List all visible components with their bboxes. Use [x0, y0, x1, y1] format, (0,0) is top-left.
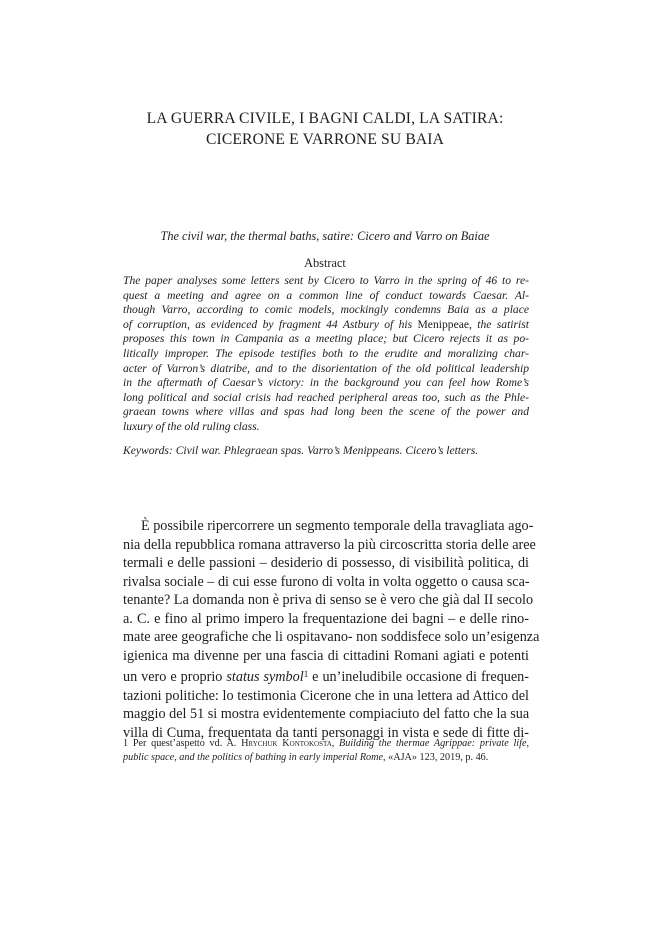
body-line: termali e delle passioni – desiderio di possesso, di visibilità politica, di	[123, 555, 529, 571]
abstract-line: quest a meeting and agree on a common line of conduct towards Caesar. Al-	[123, 288, 529, 302]
footnote-citation: , «AJA» 123, 2019, p. 46.	[383, 752, 489, 763]
body-line-text: e un’ineludibile occasione di frequen-	[312, 669, 530, 685]
abstract-line: acter of Varron’s diatribe, and to the disorientation of the old political leadership	[123, 361, 529, 375]
body-line: rivalsa sociale – di cui esse furono di volta in volta oggetto o causa sca-	[123, 573, 530, 590]
body-line: nia della repubblica romana attraverso la più circoscritta storia delle aree	[123, 536, 536, 553]
footnote-line: 1 Per quest’aspetto vd. A. Hrychuk Kontokosta, Building the thermae Agrippae: private life,	[123, 738, 530, 749]
footnote-author: Hrychuk Kontokosta	[241, 738, 332, 749]
body-paragraph	[123, 517, 540, 742]
abstract-line: litically improper. The episode testifies both to the erudite and moralizing char-	[123, 346, 529, 360]
article-title-line-2: CICERONE E VARRONE SU BAIA	[205, 131, 445, 148]
abstract-line: proposes this town in Campania as a meeting place; but Cicero rejects it as po-	[123, 332, 529, 346]
body-line-text: un vero e proprio	[123, 669, 223, 685]
abstract-line: long political and social crisis had reached peripheral areas too, such as the Phle-	[123, 390, 529, 404]
abstract-text	[123, 274, 529, 435]
footnote-work-title-cont: public space, and the politics of bathing in early imperial Rome	[123, 752, 384, 763]
abstract-line: though Varro, according to comic models, mockingly condemns Baia as a place	[123, 303, 529, 317]
body-line	[123, 665, 529, 687]
english-title: The civil war, the thermal baths, satire: Cicero and Varro on Baiae	[160, 229, 490, 243]
menippeae-title: Menippeae,	[417, 317, 472, 331]
footnote-work-title: Building the thermae Agrippae: private life,	[339, 738, 530, 749]
abstract-line: graean towns where villas and spas had long been the scene of the power and	[123, 405, 529, 419]
footnote-text: Per quest’aspetto vd. A.	[132, 738, 237, 749]
abstract-line-text: the satirist	[477, 317, 529, 331]
article-title-line-1: LA GUERRA CIVILE, I BAGNI CALDI, LA SATIRA:	[146, 110, 504, 127]
abstract-heading: Abstract	[304, 256, 346, 270]
footnote	[123, 737, 529, 765]
body-line: maggio del 51 si mostra evidentemente compiaciuto del fatto che la sua	[123, 706, 530, 722]
status-symbol-term: status symbol	[226, 669, 304, 685]
footnote-number: 1	[123, 738, 129, 749]
footnote-reference[interactable]: 1	[303, 669, 309, 679]
article-title	[0, 108, 650, 150]
abstract-line-text: of corruption, as evidenced by fragment 44 Astbury of his	[123, 317, 413, 331]
keywords: Keywords: Civil war. Phlegraean spas. Varro’s Menippeans. Cicero’s letters.	[123, 444, 479, 457]
abstract-line	[123, 318, 529, 333]
body-line: tazioni politiche: lo testimonia Cicerone che in una lettera ad Attico del	[123, 687, 529, 704]
abstract-line: luxury of the old ruling class.	[123, 419, 260, 433]
abstract-line: The paper analyses some letters sent by Cicero to Varro in the spring of 46 to re-	[123, 274, 529, 287]
body-line: villa di Cuma, frequentata da tanti personaggi in vista e sede di fitte di-	[123, 724, 529, 741]
body-line: È possibile ripercorrere un segmento temporale della travagliata ago-	[141, 518, 534, 534]
body-line: igienica ma divenne per una fascia di cittadini Romani agiati e potenti	[123, 647, 529, 664]
body-line: tenante? La domanda non è priva di senso se è vero che già dal II secolo	[123, 592, 534, 608]
footnote-line	[123, 751, 529, 765]
body-line: mate aree geografiche che li ospitavano- non soddisfece solo un’esigenza	[123, 629, 540, 645]
body-line: a. C. e fino al primo impero la frequentazione dei bagni – e delle rino-	[123, 610, 529, 627]
abstract-line: in the aftermath of Caesar’s victory: in the background you can feel how Rome’s	[123, 376, 529, 390]
